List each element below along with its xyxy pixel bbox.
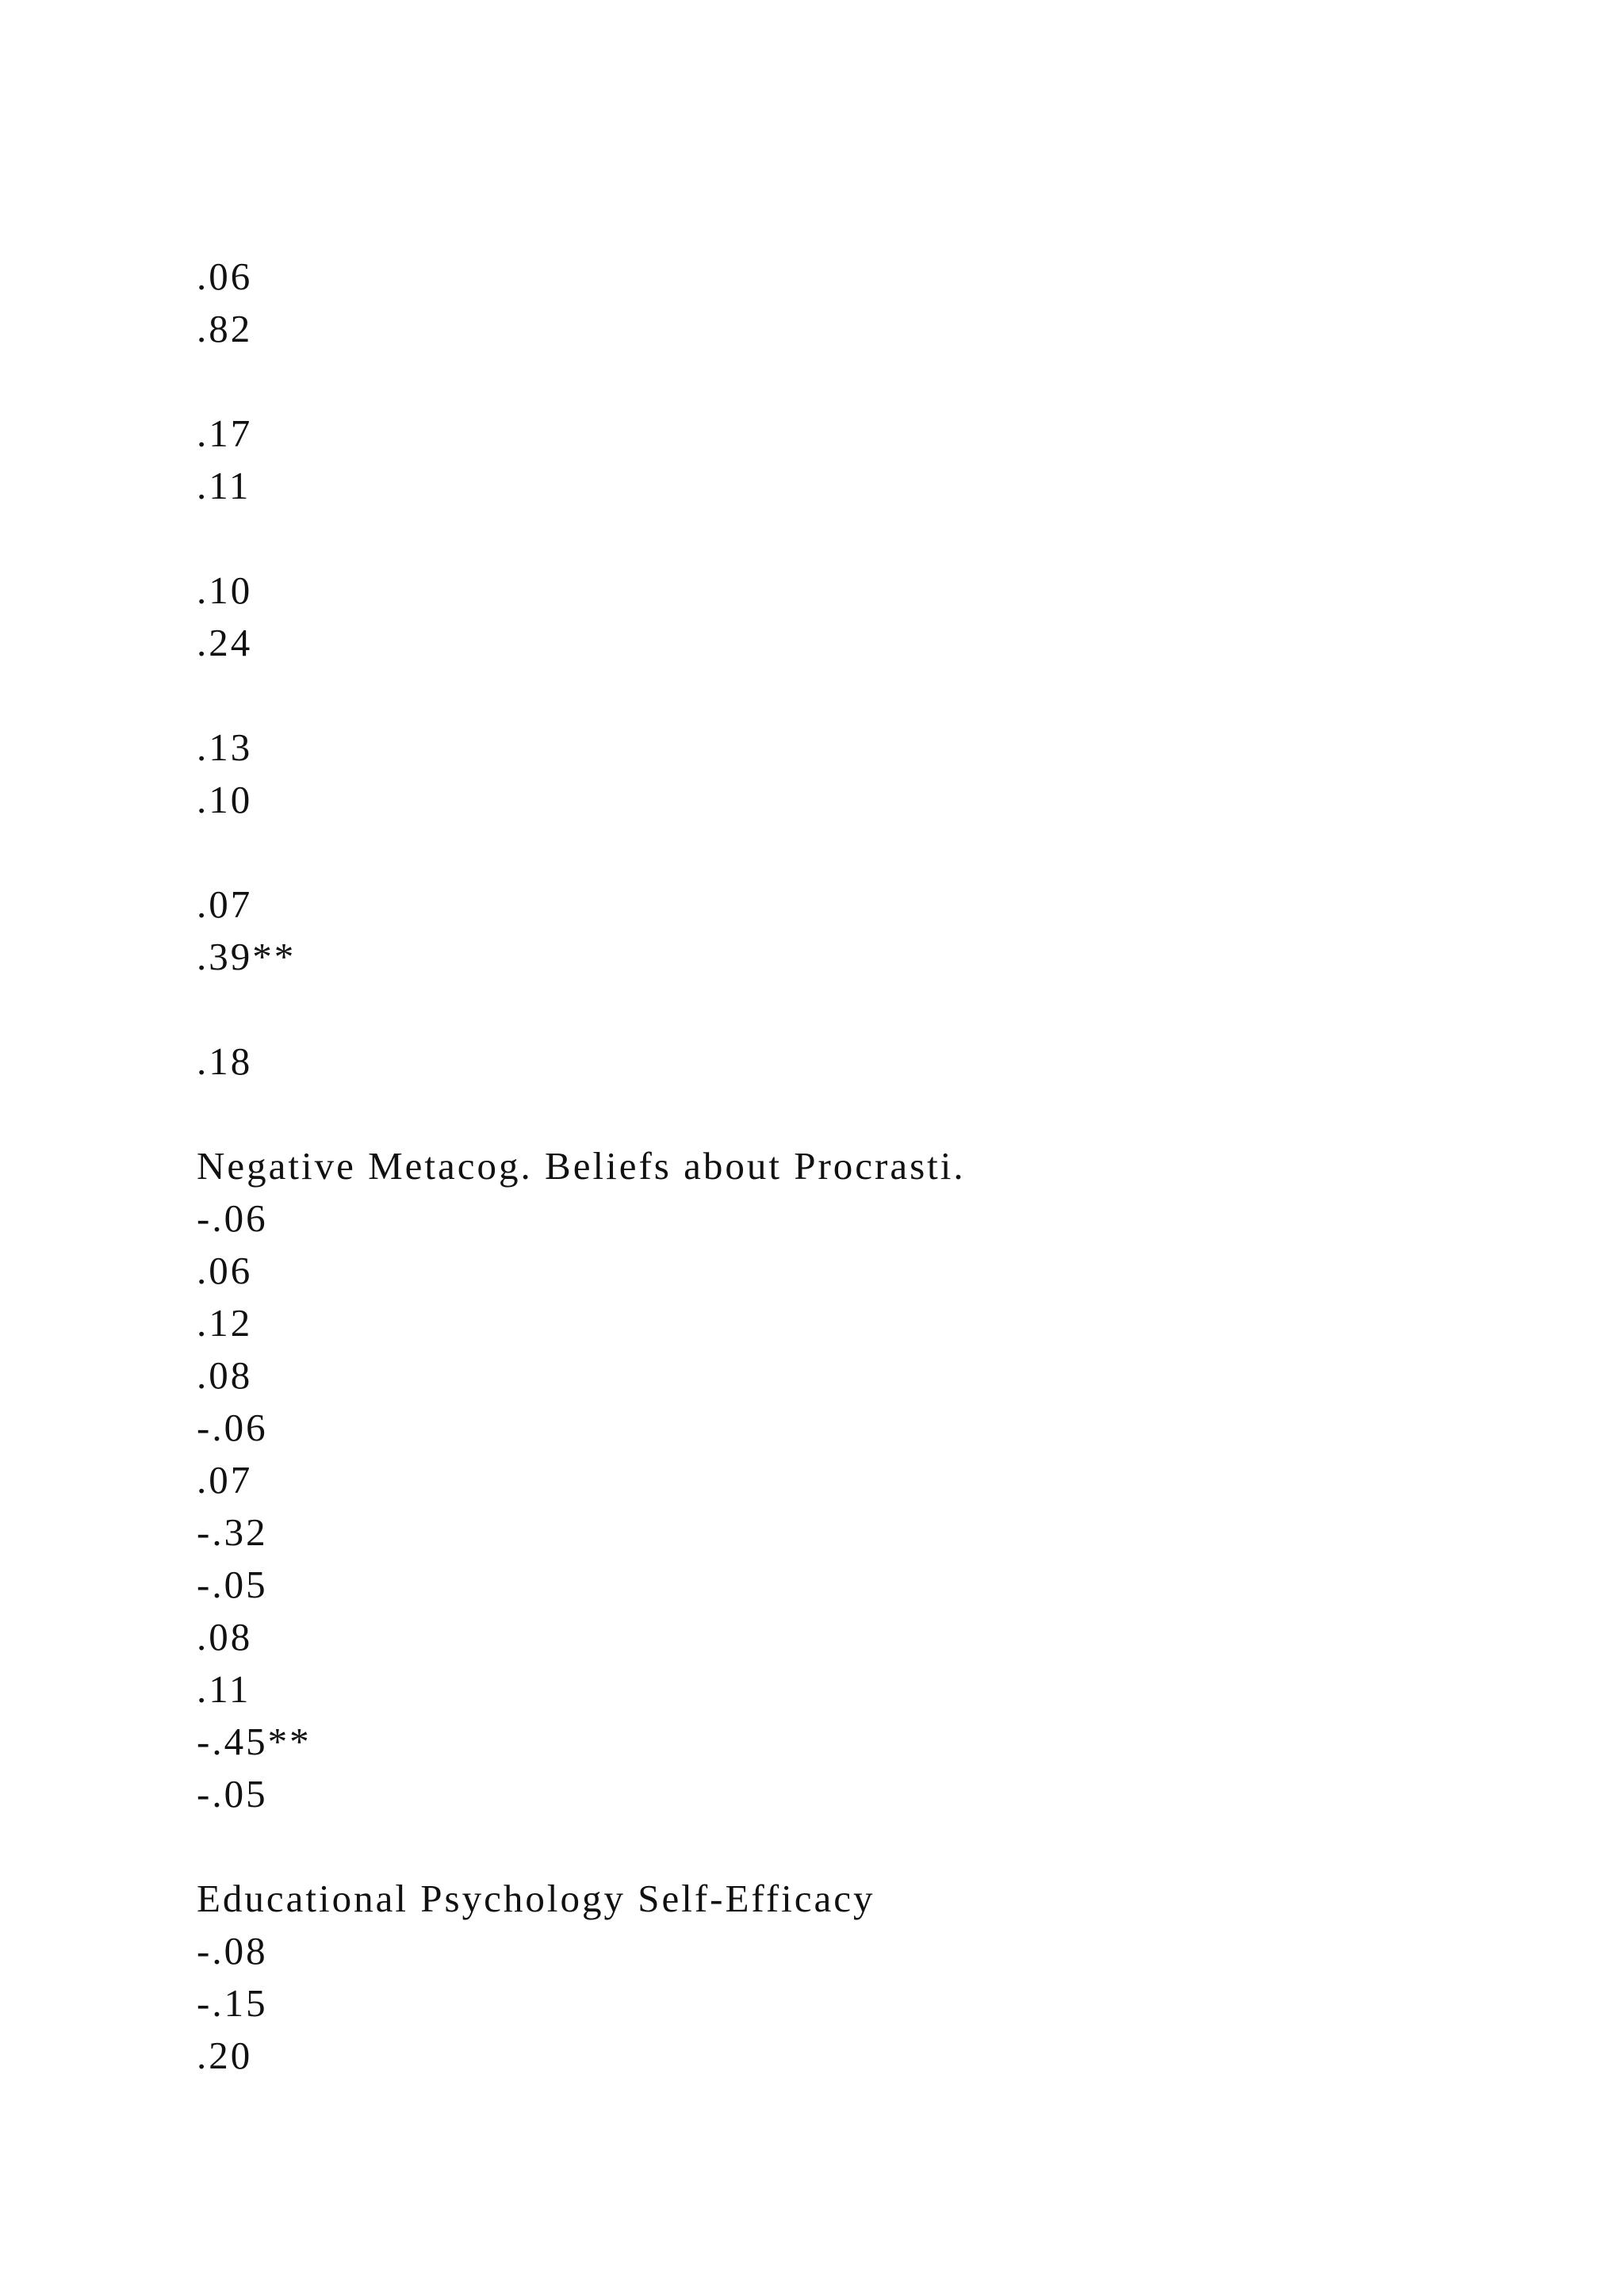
value-line: .10 — [197, 778, 253, 821]
value-line: .10 — [197, 568, 253, 612]
value-line: .11 — [197, 1667, 251, 1711]
value-line: -.06 — [197, 1196, 268, 1240]
value-line: .12 — [197, 1301, 253, 1345]
value-line: .08 — [197, 1353, 253, 1397]
value-line: .08 — [197, 1615, 253, 1659]
section-heading-educational-psychology-self-efficacy: Educational Psychology Self-Efficacy — [197, 1877, 875, 1920]
value-line: .07 — [197, 882, 253, 926]
value-line: -.05 — [197, 1563, 268, 1606]
blank-line — [197, 1820, 1465, 1873]
blank-line — [197, 355, 1465, 408]
value-line: -.06 — [197, 1406, 268, 1449]
value-line: .82 — [197, 307, 253, 350]
blank-line — [197, 512, 1465, 564]
value-line: -.05 — [197, 1772, 268, 1816]
value-line: -.08 — [197, 1929, 268, 1973]
blank-line — [197, 1088, 1465, 1140]
blank-line — [197, 669, 1465, 721]
value-line: .06 — [197, 254, 253, 298]
value-line: .06 — [197, 1249, 253, 1292]
value-line: -.32 — [197, 1510, 268, 1554]
value-line: .20 — [197, 2034, 253, 2077]
value-line: .17 — [197, 411, 253, 455]
value-line: .13 — [197, 725, 253, 769]
value-line: .07 — [197, 1458, 253, 1502]
value-line: -.45** — [197, 1720, 312, 1763]
value-line: .39** — [197, 935, 297, 978]
blank-line — [197, 826, 1465, 878]
section-heading-negative-metacog-beliefs: Negative Metacog. Beliefs about Procrasti. — [197, 1144, 966, 1188]
value-line: .18 — [197, 1039, 253, 1083]
blank-line — [197, 983, 1465, 1035]
document-text-body — [197, 251, 1465, 2082]
value-line: .11 — [197, 464, 251, 507]
value-line: -.15 — [197, 1981, 268, 2025]
value-line: .24 — [197, 621, 253, 664]
